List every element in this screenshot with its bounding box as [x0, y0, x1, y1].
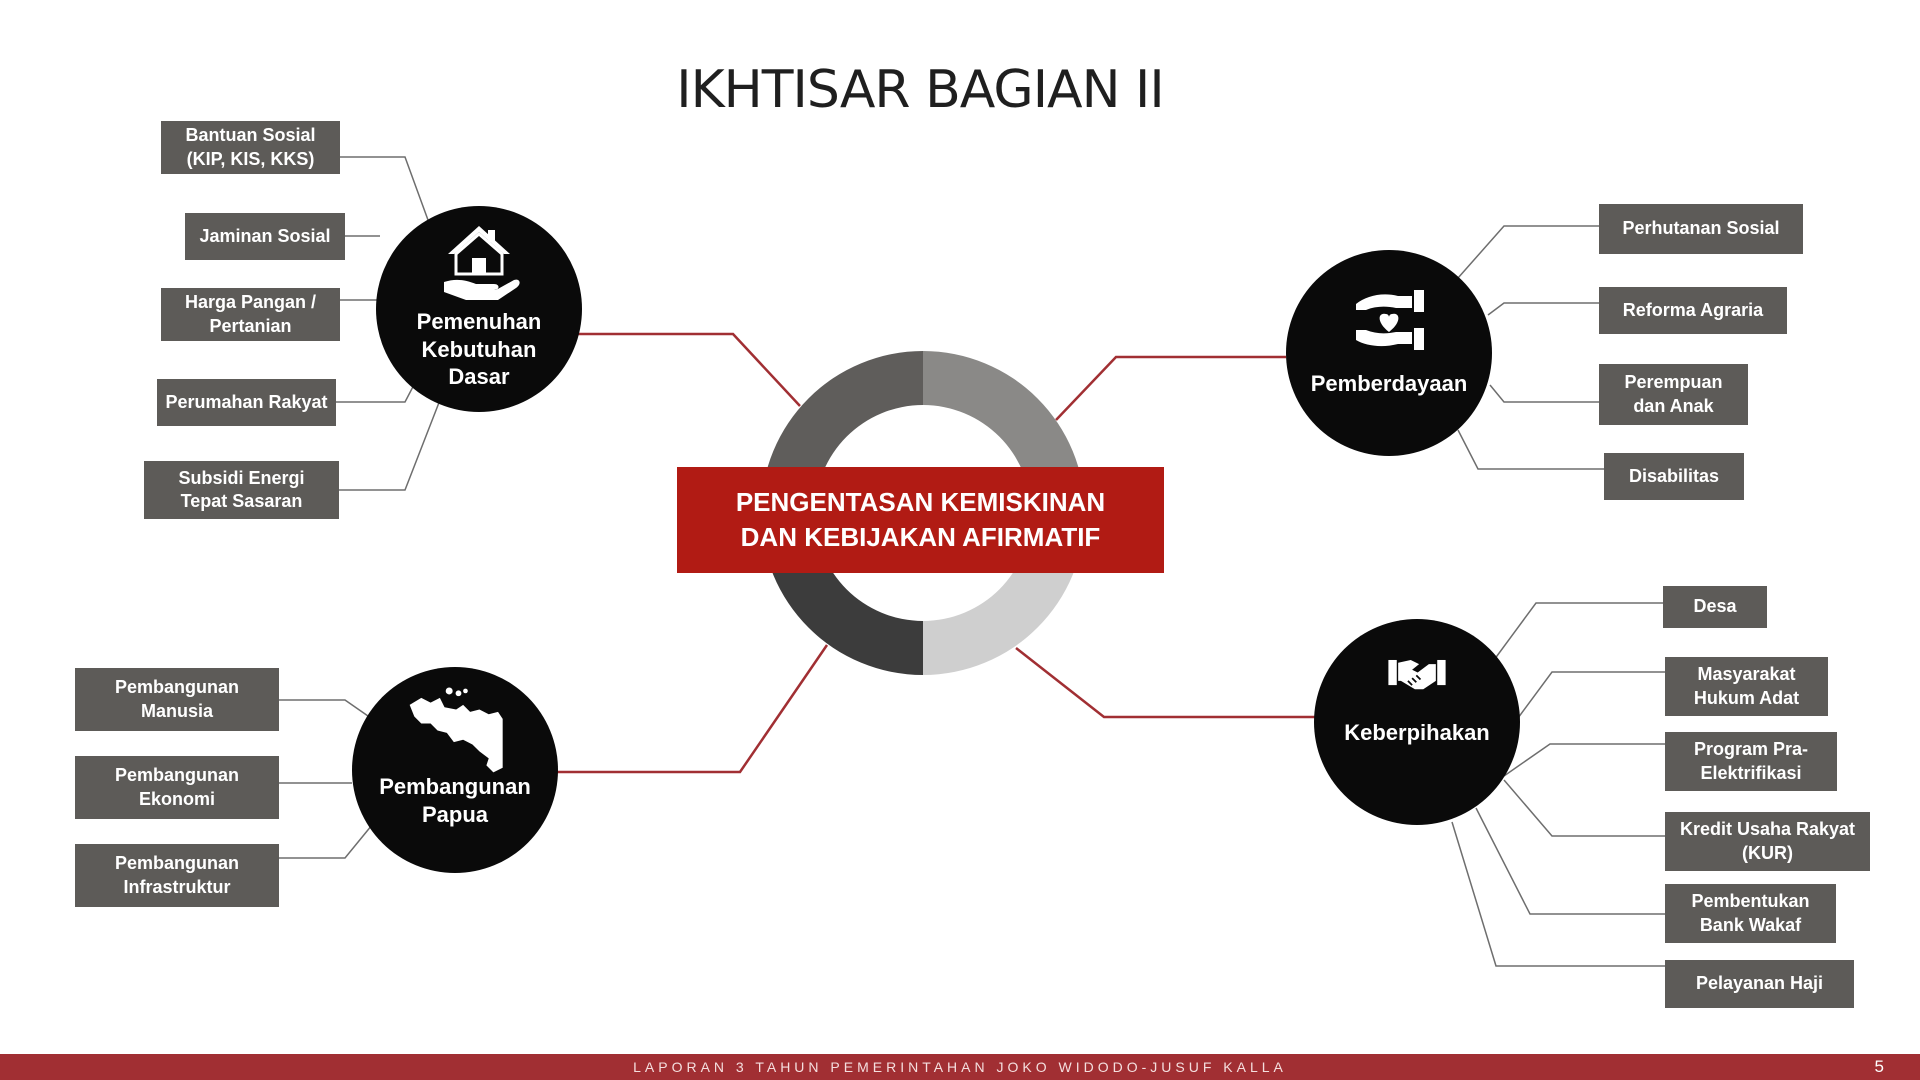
center-title: PENGENTASAN KEMISKINAN DAN KEBIJAKAN AFIRMATIF [677, 467, 1164, 573]
hub-pemberdayaan [1286, 250, 1492, 456]
heart-hands-icon [1346, 276, 1432, 362]
connector-keb-5 [1476, 808, 1665, 914]
connector-keb-1 [1494, 603, 1663, 660]
connector-keberpihakan [1016, 648, 1316, 717]
box-masyarakat-hukum-adat: Masyarakat Hukum Adat [1665, 657, 1828, 716]
connector-pemenuhan [578, 334, 800, 406]
box-perumahan-rakyat: Perumahan Rakyat [157, 379, 336, 426]
connector-pap-1 [279, 700, 368, 716]
box-pembangunan-manusia: Pembangunan Manusia [75, 668, 279, 731]
hub-pemenuhan [376, 206, 582, 412]
footer-text: LAPORAN 3 TAHUN PEMERINTAHAN JOKO WIDODO-JUSUF KALLA [633, 1059, 1287, 1075]
connector-keb-6 [1452, 822, 1665, 966]
connector-pem-1 [340, 157, 428, 220]
box-pembangunan-ekonomi: Pembangunan Ekonomi [75, 756, 279, 819]
connector-ber-3 [1490, 385, 1599, 402]
box-perempuan-anak: Perempuan dan Anak [1599, 364, 1748, 425]
footer-bar [0, 1054, 1920, 1080]
connector-keb-2 [1518, 672, 1665, 718]
connector-pem-5 [339, 400, 440, 490]
box-harga-pangan: Harga Pangan / Pertanian [161, 288, 340, 341]
handshake-icon [1367, 653, 1467, 713]
box-subsidi-energi: Subsidi Energi Tepat Sasaran [144, 461, 339, 519]
connector-ber-4 [1458, 430, 1604, 469]
box-desa: Desa [1663, 586, 1767, 628]
hub-label: Pembangunan Papua [379, 774, 531, 827]
box-disabilitas: Disabilitas [1604, 453, 1744, 500]
page-number: 5 [1874, 1057, 1884, 1076]
box-perhutanan-sosial: Perhutanan Sosial [1599, 204, 1803, 254]
hub-papua [352, 667, 558, 873]
connector-pap-3 [279, 825, 372, 858]
box-reforma-agraria: Reforma Agraria [1599, 287, 1787, 334]
hub-label: Keberpihakan [1344, 720, 1490, 745]
box-jaminan-sosial: Jaminan Sosial [185, 213, 345, 260]
connector-ber-1 [1458, 226, 1599, 278]
connector-keb-3 [1504, 744, 1665, 776]
connector-ber-2 [1488, 303, 1599, 315]
connector-pemberdayaan [1056, 357, 1286, 420]
hub-keberpihakan [1314, 619, 1520, 825]
box-pembangunan-infrastruktur: Pembangunan Infrastruktur [75, 844, 279, 907]
box-kredit-usaha-rakyat: Kredit Usaha Rakyat (KUR) [1665, 812, 1870, 871]
connector-papua [554, 645, 827, 772]
connector-keb-4 [1504, 780, 1665, 836]
box-pelayanan-haji: Pelayanan Haji [1665, 960, 1854, 1008]
box-program-pra-elektrifikasi: Program Pra- Elektrifikasi [1665, 732, 1837, 791]
box-bantuan-sosial: Bantuan Sosial (KIP, KIS, KKS) [161, 121, 340, 174]
hub-label: Pemberdayaan [1310, 371, 1468, 396]
page-title: IKHTISAR BAGIAN II [676, 60, 1164, 120]
box-pembentukan-bank-wakaf: Pembentukan Bank Wakaf [1665, 884, 1836, 943]
hub-label: Pemenuhan Kebutuhan Dasar [416, 309, 542, 389]
house-hand-icon [436, 220, 522, 306]
papua-map-icon [400, 677, 510, 777]
